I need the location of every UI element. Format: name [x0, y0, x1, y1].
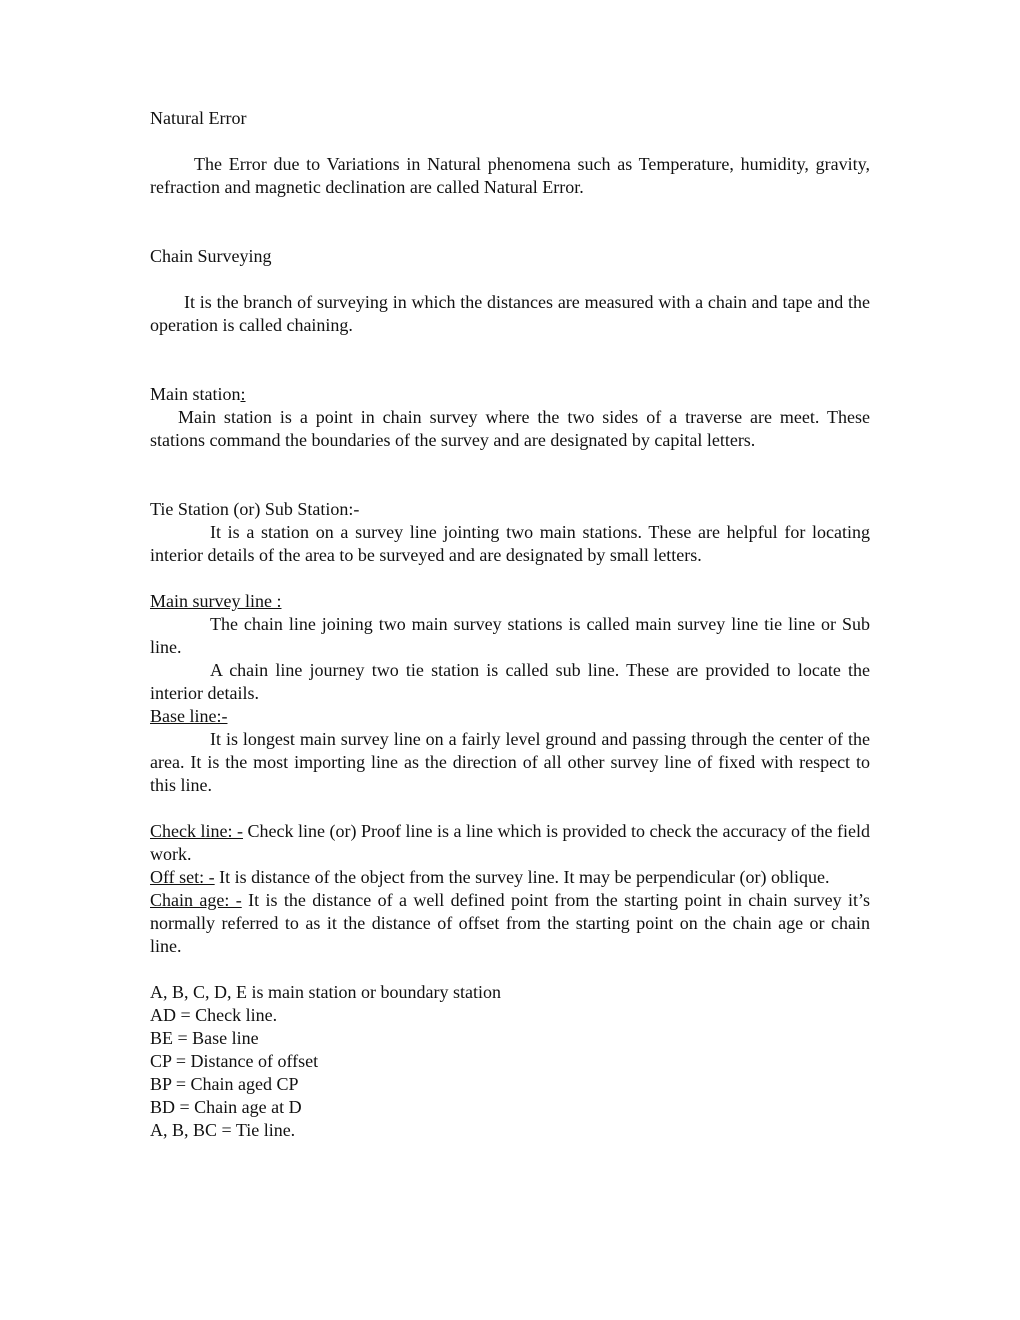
tie-station-heading: Tie Station (or) Sub Station:-: [150, 499, 360, 519]
legend-item: A, B, C, D, E is main station or boundary station: [150, 982, 501, 1002]
legend-item: BP = Chain aged CP: [150, 1074, 299, 1094]
main-survey-line-paragraph-1: The chain line joining two main survey stations is called main survey line tie line or Sub line.: [150, 614, 870, 657]
check-line-label: Check line: -: [150, 821, 243, 841]
main-station-heading: [150, 383, 870, 406]
off-set-paragraph: [150, 866, 870, 889]
main-station-paragraph: Main station is a point in chain survey where the two sides of a traverse are meet. These stations command the boundaries of the survey and are designated by capital letters.: [150, 407, 870, 450]
legend-item: CP = Distance of offset: [150, 1051, 319, 1071]
document-page: [150, 105, 870, 1142]
check-line-text: Check line (or) Proof line is a line which is provided to check the accuracy of the field work.: [150, 821, 870, 864]
chain-surveying-heading: Chain Surveying: [150, 246, 272, 266]
legend-item: BD = Chain age at D: [150, 1097, 302, 1117]
chain-age-paragraph: [150, 889, 870, 958]
legend-list: [150, 981, 870, 1142]
main-survey-line-paragraph-2: A chain line journey two tie station is called sub line. These are provided to locate the interior details.: [150, 660, 870, 703]
chain-surveying-paragraph: It is the branch of surveying in which the distances are measured with a chain and tape and the operation is called chaining.: [150, 292, 870, 335]
natural-error-paragraph: The Error due to Variations in Natural phenomena such as Temperature, humidity, gravity, refraction and magnetic declination are called Natural Error.: [150, 154, 870, 197]
check-line-paragraph: [150, 820, 870, 866]
base-line-heading: Base line:-: [150, 706, 228, 726]
legend-item: AD = Check line.: [150, 1005, 278, 1025]
chain-age-text: It is the distance of a well defined point from the starting point in chain survey it’s normally referred to as it the distance of offset from the starting point on the chain age or chain line.: [150, 890, 870, 956]
main-survey-line-heading: Main survey line :: [150, 591, 282, 611]
off-set-text: It is distance of the object from the survey line. It may be perpendicular (or) oblique.: [214, 867, 830, 887]
legend-item: A, B, BC = Tie line.: [150, 1120, 296, 1140]
tie-station-paragraph: It is a station on a survey line jointing two main stations. These are helpful for locating interior details of the area to be surveyed and are designated by small letters.: [150, 522, 870, 565]
chain-age-label: Chain age: -: [150, 890, 242, 910]
legend-item: BE = Base line: [150, 1028, 259, 1048]
natural-error-heading: Natural Error: [150, 108, 247, 128]
base-line-paragraph: It is longest main survey line on a fairly level ground and passing through the center of the area. It is the most importing line as the direction of all other survey line of fixed with respect to this line.: [150, 729, 870, 795]
main-station-heading-text: Main station: [150, 384, 241, 404]
off-set-label: Off set: -: [150, 867, 215, 887]
main-station-heading-colon: :: [240, 384, 246, 404]
